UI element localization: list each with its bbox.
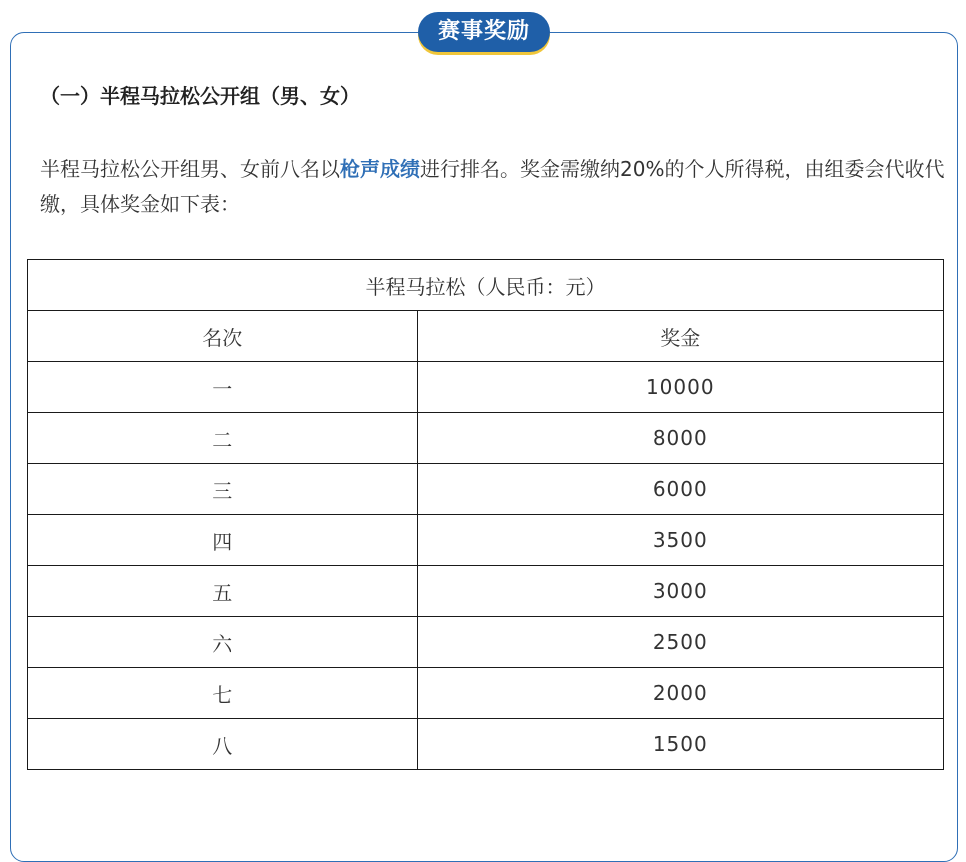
prize-rows <box>28 362 944 770</box>
intro-text-after: 进行排名。奖金需缴纳20%的个人所得税，由组委会代收代缴，具体奖金如下表： <box>40 157 945 216</box>
table-caption-row <box>28 260 944 311</box>
table-row <box>28 362 944 413</box>
prize-table <box>27 259 944 770</box>
intro-paragraph <box>40 152 950 222</box>
section-badge: 赛事奖励 <box>418 12 550 52</box>
rank-cell: 四 <box>28 515 418 566</box>
prize-cell: 3500 <box>417 515 943 566</box>
prize-cell: 1500 <box>417 719 943 770</box>
intro-highlight: 枪声成绩 <box>340 157 420 181</box>
table-row <box>28 413 944 464</box>
rank-cell: 七 <box>28 668 418 719</box>
prize-cell: 2000 <box>417 668 943 719</box>
table-row <box>28 566 944 617</box>
header-prize: 奖金 <box>417 311 943 362</box>
header-rank: 名次 <box>28 311 418 362</box>
prize-cell: 10000 <box>417 362 943 413</box>
intro-text-before: 半程马拉松公开组男、女前八名以 <box>40 157 340 181</box>
table-row <box>28 668 944 719</box>
rank-cell: 六 <box>28 617 418 668</box>
prize-cell: 8000 <box>417 413 943 464</box>
prize-cell: 3000 <box>417 566 943 617</box>
table-row <box>28 464 944 515</box>
table-header-row <box>28 311 944 362</box>
prize-cell: 2500 <box>417 617 943 668</box>
rank-cell: 三 <box>28 464 418 515</box>
table-caption: 半程马拉松（人民币：元） <box>28 260 944 311</box>
prize-cell: 6000 <box>417 464 943 515</box>
rank-cell: 一 <box>28 362 418 413</box>
rank-cell: 五 <box>28 566 418 617</box>
table-row <box>28 617 944 668</box>
table-row <box>28 515 944 566</box>
rank-cell: 八 <box>28 719 418 770</box>
section-title: （一）半程马拉松公开组（男、女） <box>40 84 360 108</box>
rank-cell: 二 <box>28 413 418 464</box>
table-row <box>28 719 944 770</box>
